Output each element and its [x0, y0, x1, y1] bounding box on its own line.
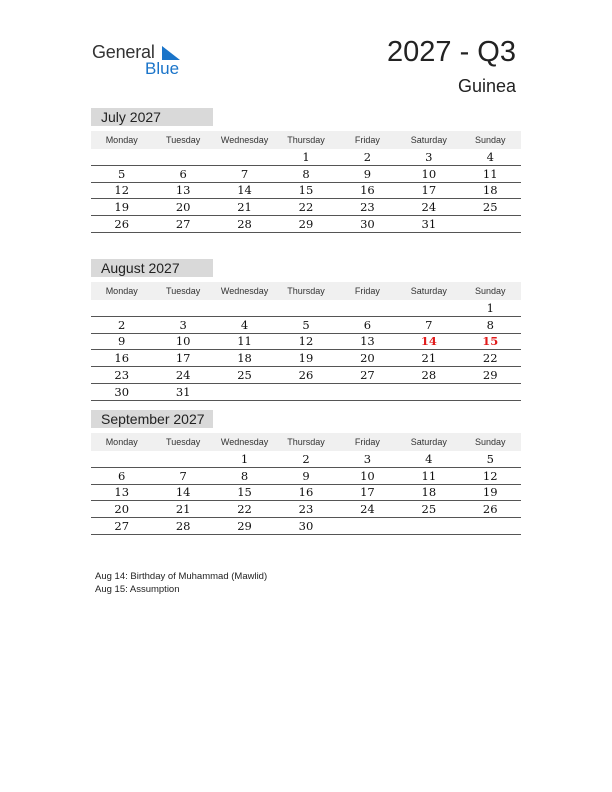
day-cell: 1 [302, 149, 310, 164]
day-cell: 17 [360, 485, 375, 500]
day-cell: 12 [298, 334, 314, 349]
weekday-header: Sunday [474, 135, 506, 145]
day-cell: 23 [114, 368, 130, 383]
day-cell: 24 [421, 200, 437, 215]
day-cell: 16 [114, 351, 130, 366]
day-cell: 19 [114, 200, 130, 215]
day-cell: 27 [175, 217, 191, 232]
day-cell: 18 [421, 485, 437, 500]
week-row [91, 183, 521, 200]
logo-blue-text: Blue [145, 59, 180, 78]
day-cell: 8 [302, 166, 310, 181]
day-cell: 28 [237, 217, 252, 232]
day-cell: 16 [360, 183, 375, 198]
day-cell: 15 [237, 485, 252, 500]
day-cell: 10 [421, 166, 437, 181]
weekday-header: Thursday [287, 437, 325, 447]
day-cell: 25 [421, 502, 437, 517]
month-label-text: August 2027 [101, 260, 180, 276]
weekday-header: Sunday [474, 437, 506, 447]
weekday-header: Saturday [410, 135, 447, 145]
day-cell: 16 [298, 485, 314, 500]
day-cell: 20 [114, 502, 130, 517]
general-blue-logo [92, 40, 192, 80]
day-cell: 19 [482, 485, 498, 500]
day-cell: 13 [360, 334, 375, 349]
day-cell: 9 [302, 468, 310, 483]
day-cell: 21 [237, 200, 252, 215]
day-cell: 5 [118, 166, 126, 181]
day-cell: 9 [363, 166, 372, 181]
country-name: Guinea [457, 76, 516, 96]
day-cell: 13 [114, 485, 130, 500]
day-cell: 6 [179, 166, 187, 181]
day-cell: 30 [114, 384, 130, 399]
holiday-note: Aug 14: Birthday of Muhammad (Mawlid) [95, 571, 268, 582]
weekday-header-row [91, 131, 521, 149]
week-row [91, 367, 521, 384]
day-cell: 17 [421, 183, 437, 198]
week-row [91, 350, 521, 367]
day-cell: 13 [175, 183, 191, 198]
week-row [91, 334, 521, 351]
day-cell: 15 [482, 334, 499, 349]
day-cell: 23 [360, 200, 375, 215]
week-row [91, 166, 521, 183]
day-cell: 28 [421, 368, 437, 383]
day-cell: 11 [421, 468, 437, 483]
day-cell: 1 [486, 300, 494, 315]
day-cell: 29 [482, 368, 498, 383]
day-cell: 4 [486, 149, 494, 164]
weekday-header: Tuesday [166, 437, 201, 447]
weekday-header: Monday [105, 437, 138, 447]
week-row [91, 317, 521, 334]
week-row [91, 518, 521, 535]
weekday-header: Friday [354, 286, 380, 296]
day-cell: 31 [421, 217, 437, 232]
day-cell: 3 [425, 149, 433, 164]
day-cell: 12 [114, 183, 130, 198]
day-cell: 14 [420, 334, 437, 349]
month-label [91, 259, 213, 277]
day-cell: 30 [298, 519, 314, 534]
day-cell: 18 [482, 183, 498, 198]
weekday-header: Monday [105, 135, 138, 145]
weekday-header: Tuesday [166, 135, 201, 145]
month-label-text: July 2027 [101, 109, 161, 125]
month-july [91, 108, 521, 233]
day-cell: 14 [237, 183, 252, 198]
week-row [91, 468, 521, 485]
day-cell: 20 [175, 200, 191, 215]
weekday-header: Friday [354, 135, 380, 145]
week-row [91, 149, 521, 166]
calendar-grid [91, 433, 521, 535]
day-cell: 26 [114, 217, 130, 232]
calendar-grid [91, 282, 521, 401]
weekday-header: Wednesday [220, 135, 269, 145]
day-cell: 3 [179, 317, 187, 332]
weekday-header-row [91, 433, 521, 451]
day-cell: 4 [240, 317, 249, 332]
day-cell: 15 [298, 183, 314, 198]
day-cell: 22 [482, 351, 498, 366]
weekday-header: Wednesday [220, 286, 269, 296]
calendar-grid [91, 131, 521, 233]
week-row [91, 216, 521, 233]
day-cell: 23 [298, 502, 314, 517]
week-row [91, 451, 521, 468]
day-cell: 2 [118, 317, 126, 332]
week-row [91, 199, 521, 216]
day-cell: 2 [302, 451, 310, 466]
day-cell: 30 [360, 217, 375, 232]
month-label [91, 108, 213, 126]
day-cell: 11 [237, 334, 252, 349]
day-cell: 5 [486, 451, 494, 466]
day-cell: 24 [175, 368, 191, 383]
day-cell: 10 [360, 468, 375, 483]
weekday-header: Thursday [287, 286, 325, 296]
week-row [91, 485, 521, 502]
holiday-notes [95, 570, 267, 596]
day-cell: 7 [425, 317, 433, 332]
weekday-header: Friday [354, 437, 380, 447]
day-cell: 25 [237, 368, 252, 383]
day-cell: 22 [298, 200, 314, 215]
day-cell: 21 [421, 351, 437, 366]
day-cell: 8 [486, 317, 494, 332]
day-cell: 28 [175, 519, 191, 534]
month-label [91, 410, 213, 428]
day-cell: 27 [114, 519, 130, 534]
day-cell: 31 [175, 384, 191, 399]
month-label-text: September 2027 [101, 411, 205, 427]
day-cell: 14 [175, 485, 191, 500]
day-cell: 7 [179, 468, 187, 483]
weekday-header: Saturday [410, 437, 447, 447]
day-cell: 19 [298, 351, 314, 366]
day-cell: 1 [240, 451, 249, 466]
day-cell: 7 [240, 166, 249, 181]
day-cell: 24 [360, 502, 375, 517]
day-cell: 12 [482, 468, 498, 483]
day-cell: 22 [237, 502, 252, 517]
weekday-header: Tuesday [166, 286, 201, 296]
day-cell: 6 [363, 317, 372, 332]
logo-general-text: General [92, 42, 155, 62]
weekday-header: Sunday [474, 286, 506, 296]
day-cell: 29 [237, 519, 252, 534]
week-row [91, 384, 521, 401]
weekday-header: Wednesday [220, 437, 269, 447]
day-cell: 6 [118, 468, 126, 483]
weekday-header: Monday [105, 286, 138, 296]
weekday-header: Thursday [287, 135, 325, 145]
day-cell: 18 [237, 351, 252, 366]
week-row [91, 300, 521, 317]
page-title: 2027 - Q3 [387, 36, 516, 68]
day-cell: 11 [482, 166, 498, 181]
day-cell: 29 [298, 217, 314, 232]
day-cell: 3 [363, 451, 372, 466]
day-cell: 2 [363, 149, 372, 164]
day-cell: 25 [482, 200, 498, 215]
day-cell: 5 [302, 317, 310, 332]
day-cell: 21 [175, 502, 191, 517]
month-august [91, 259, 521, 401]
holiday-note: Aug 15: Assumption [95, 584, 180, 595]
day-cell: 8 [240, 468, 249, 483]
day-cell: 20 [360, 351, 375, 366]
month-september [91, 410, 521, 535]
week-row [91, 501, 521, 518]
day-cell: 26 [482, 502, 498, 517]
day-cell: 27 [360, 368, 375, 383]
day-cell: 17 [175, 351, 191, 366]
weekday-header: Saturday [410, 286, 447, 296]
day-cell: 4 [425, 451, 433, 466]
weekday-header-row [91, 282, 521, 300]
day-cell: 9 [118, 334, 126, 349]
day-cell: 26 [298, 368, 314, 383]
day-cell: 10 [175, 334, 191, 349]
